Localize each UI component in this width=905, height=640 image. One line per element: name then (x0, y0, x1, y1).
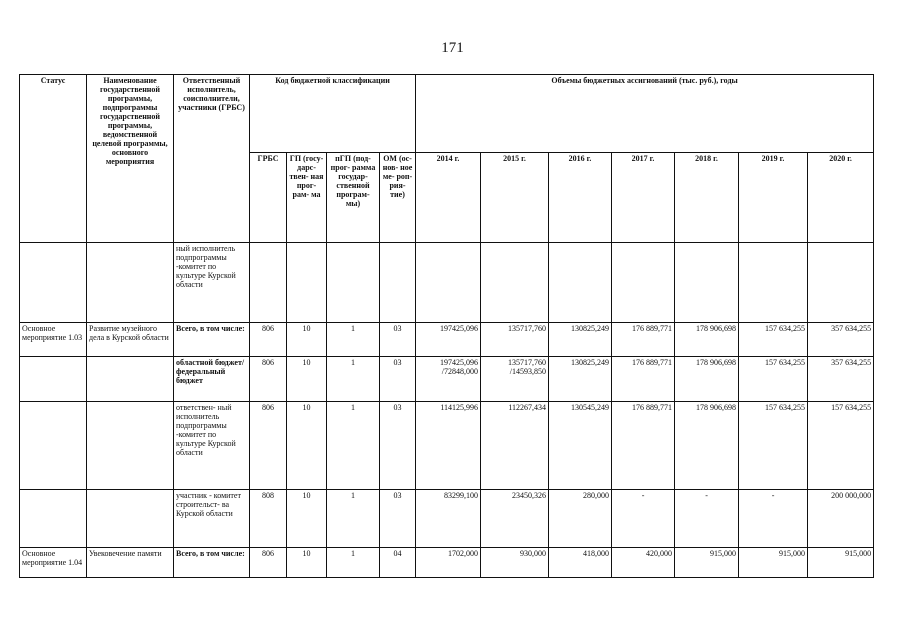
cell-status (20, 402, 87, 490)
cell-value-2020: 915,000 (808, 548, 874, 578)
cell-value-2018: 178 906,698 (675, 402, 739, 490)
cell-value-2018: - (675, 490, 739, 548)
cell-value-2014: 83299,100 (416, 490, 481, 548)
cell-value-2015: 112267,434 (481, 402, 549, 490)
header-year-2020: 2020 г. (808, 153, 874, 243)
cell-gp: 10 (287, 323, 327, 357)
cell-value-2016: 130545,249 (549, 402, 612, 490)
header-code-pgp: пГП (под- прог- рамма государ- ственной програм- мы) (327, 153, 380, 243)
cell-pgp: 1 (327, 323, 380, 357)
cell-grbs: 806 (250, 548, 287, 578)
cell-value-2014: 1702,000 (416, 548, 481, 578)
header-year-2016: 2016 г. (549, 153, 612, 243)
header-code-om: ОМ (ос- нов- ное ме- роп- рия- тие) (380, 153, 416, 243)
cell-executor: участник - комитет строительст- ва Курской области (174, 490, 250, 548)
cell-executor: ный исполнитель подпрограммы -комитет по культуре Курской области (174, 243, 250, 323)
cell-om: 03 (380, 357, 416, 402)
cell-value-2016: 130825,249 (549, 357, 612, 402)
header-status: Статус (20, 75, 87, 243)
cell-value-2020: 200 000,000 (808, 490, 874, 548)
cell-value-2014: 197425,096 /72848,000 (416, 357, 481, 402)
header-code-gp: ГП (госу- дарс- твен- ная прог- рам- ма (287, 153, 327, 243)
cell-value-2015: 930,000 (481, 548, 549, 578)
cell-status: Основное мероприятие 1.04 (20, 548, 87, 578)
header-year-2018: 2018 г. (675, 153, 739, 243)
header-year-2019: 2019 г. (739, 153, 808, 243)
cell-value-2018: 178 906,698 (675, 357, 739, 402)
cell-om: 03 (380, 490, 416, 548)
cell-value-2014: 197425,096 (416, 323, 481, 357)
budget-allocation-table (19, 74, 874, 578)
cell-value-2019: - (739, 490, 808, 548)
cell-value-2019: 157 634,255 (739, 323, 808, 357)
cell-grbs: 806 (250, 402, 287, 490)
cell-value-2018 (675, 243, 739, 323)
cell-gp (287, 243, 327, 323)
table-row (20, 323, 874, 357)
table-row (20, 402, 874, 490)
table-row (20, 357, 874, 402)
cell-om: 04 (380, 548, 416, 578)
header-year-2015: 2015 г. (481, 153, 549, 243)
cell-value-2016: 280,000 (549, 490, 612, 548)
header-year-2017: 2017 г. (612, 153, 675, 243)
cell-value-2014 (416, 243, 481, 323)
header-program-name: Наименование государственной программы, подпрограммы государственной программы, ведомственной целевой программы, основного мероприятия (87, 75, 174, 243)
table-row (20, 243, 874, 323)
cell-pgp: 1 (327, 357, 380, 402)
cell-program-name (87, 490, 174, 548)
header-executor: Ответственный исполнитель, соисполнители, участники (ГРБС) (174, 75, 250, 243)
header-budget-volumes: Объемы бюджетных ассигнований (тыс. руб.), годы (416, 75, 874, 153)
cell-value-2020: 357 634,255 (808, 323, 874, 357)
cell-value-2016: 130825,249 (549, 323, 612, 357)
cell-status (20, 243, 87, 323)
cell-executor: ответствен- ный исполнитель подпрограммы -комитет по культуре Курской области (174, 402, 250, 490)
cell-grbs: 806 (250, 323, 287, 357)
table-row (20, 490, 874, 548)
header-budget-code: Код бюджетной классификации (250, 75, 416, 153)
cell-status (20, 357, 87, 402)
cell-value-2017: - (612, 490, 675, 548)
header-code-grbs: ГРБС (250, 153, 287, 243)
cell-value-2015: 135717,760 /14593,850 (481, 357, 549, 402)
cell-grbs (250, 243, 287, 323)
cell-gp: 10 (287, 357, 327, 402)
cell-value-2017: 176 889,771 (612, 323, 675, 357)
cell-status (20, 490, 87, 548)
cell-value-2019: 915,000 (739, 548, 808, 578)
cell-value-2015: 135717,760 (481, 323, 549, 357)
cell-value-2017: 176 889,771 (612, 402, 675, 490)
cell-pgp: 1 (327, 548, 380, 578)
cell-gp: 10 (287, 490, 327, 548)
cell-value-2020: 157 634,255 (808, 402, 874, 490)
cell-grbs: 808 (250, 490, 287, 548)
cell-value-2015: 23450,326 (481, 490, 549, 548)
cell-value-2019: 157 634,255 (739, 357, 808, 402)
cell-value-2019 (739, 243, 808, 323)
cell-om: 03 (380, 402, 416, 490)
cell-value-2020 (808, 243, 874, 323)
cell-executor: Всего, в том числе: (174, 323, 250, 357)
cell-pgp: 1 (327, 402, 380, 490)
cell-value-2019: 157 634,255 (739, 402, 808, 490)
page-number: 171 (441, 40, 464, 56)
cell-value-2018: 915,000 (675, 548, 739, 578)
table-row (20, 548, 874, 578)
cell-value-2017: 176 889,771 (612, 357, 675, 402)
cell-value-2016: 418,000 (549, 548, 612, 578)
cell-value-2015 (481, 243, 549, 323)
cell-om (380, 243, 416, 323)
cell-gp: 10 (287, 402, 327, 490)
cell-om: 03 (380, 323, 416, 357)
cell-value-2020: 357 634,255 (808, 357, 874, 402)
cell-value-2014: 114125,996 (416, 402, 481, 490)
cell-program-name (87, 357, 174, 402)
cell-program-name (87, 243, 174, 323)
cell-gp: 10 (287, 548, 327, 578)
cell-program-name (87, 402, 174, 490)
cell-value-2017: 420,000 (612, 548, 675, 578)
cell-value-2017 (612, 243, 675, 323)
cell-value-2018: 178 906,698 (675, 323, 739, 357)
cell-status: Основное мероприятие 1.03 (20, 323, 87, 357)
cell-value-2016 (549, 243, 612, 323)
header-year-2014: 2014 г. (416, 153, 481, 243)
cell-grbs: 806 (250, 357, 287, 402)
cell-pgp: 1 (327, 490, 380, 548)
cell-program-name: Увековечение памяти (87, 548, 174, 578)
cell-pgp (327, 243, 380, 323)
cell-executor: Всего, в том числе: (174, 548, 250, 578)
cell-program-name: Развитие музейного дела в Курской области (87, 323, 174, 357)
cell-executor: областной бюджет/ федеральный бюджет (174, 357, 250, 402)
